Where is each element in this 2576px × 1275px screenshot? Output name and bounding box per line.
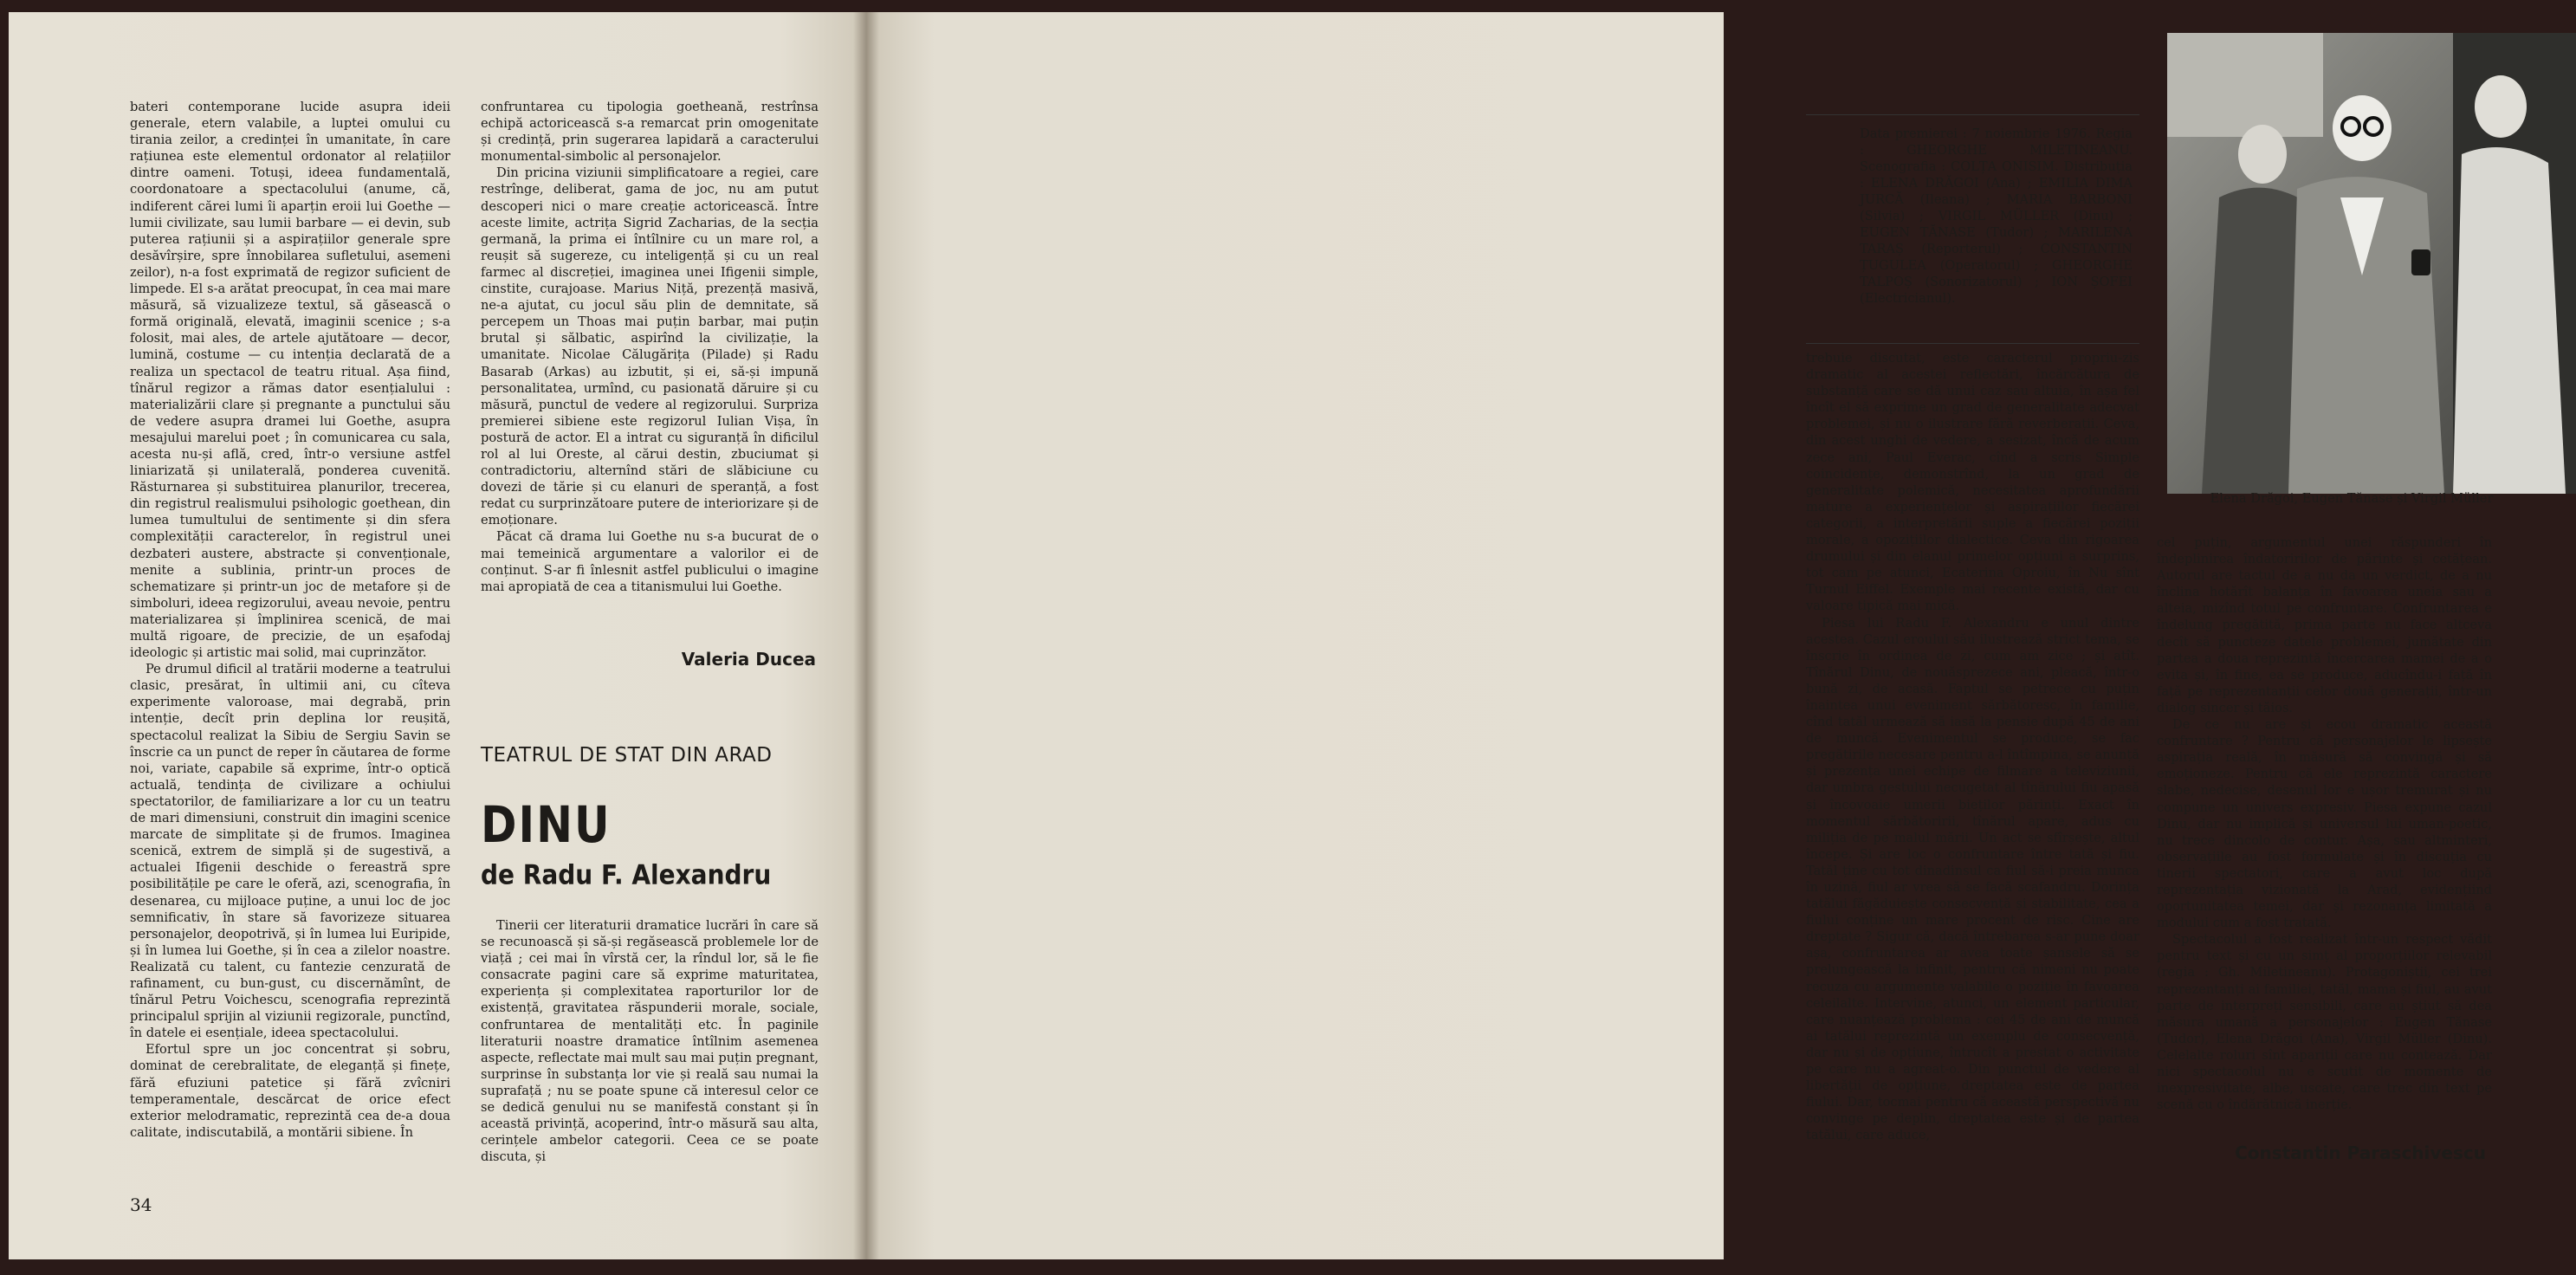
paragraph: bateri contemporane lucide asupra ideii generale, etern valabile, a luptei omului cu tirania zeilor, a credinței în umanitate, în care rațiunea este elementul ordonator al relațiilor dintre oameni. Totuși, ideea fundamentală, coordonatoare a spectacolului (anume, că, indiferent cărei lumi îi aparțin eroii lui Goethe — lumii civilizate, sau lumii barbare — ei devin, sub puterea rațiunii și a aspirațiilor generale spre desăvîrșire, spre înnobilarea sufletului, asemeni zeilor), n-a fost exprimată de regizor suficient de limpede. El s-a arătat preocupat, în cea mai mare măsură, să vizualizeze textul, să găsească o formă originală, elevată, imaginii scenice ; s-a folosit, mai ales, de artele ajutătoare — decor, lumină, costume — cu intenția declarată de a realiza un spectacol de teatru ritual. Așa fiind, tînărul regizor a rămas dator esențialului : materializării clare și pregnante a punctului său de vedere asupra dramei lui Goethe, asupra mesajului marelui poet ; în comunicarea cu sala, acesta nu-și află, cred, într-o versiune astfel liniarizată și unilaterală, ponderea cuvenită. Răsturnarea și substituirea planurilor, trecerea, din registrul realismului psihologic goethean, din lumea tumultului de sentimente și din sfera complexității caracterelor, în registrul unei dezbateri austere, abstracte și convenționale, menite a sublinia, printr-un proces de schematizare și printr-un joc de metafore și de simboluri, ideea regizorului, aveau nevoie, pentru materializarea și împlinirea scenică, de mai multă rigoare, de precizie, de un eșafodaj ideologic și artistic mai solid, mai cuprinzător. <box>130 100 450 661</box>
article-start-column <box>481 917 819 1165</box>
credits-box <box>1806 114 2139 344</box>
paragraph: Piesa lui Radu F. Alexandru e unul dintre acestea. Cazul eroului său ilustrează strict tema, se înscrie în ordinea de zi, cum am zice ; și atît. Tînărul Dinu, de nouăsprezece ani, pleacă, într-o bună zi, de acasă. Faptul se petrece cu puțin înaintea unui eveniment sărbătoresc, în familie, cînd tatăl urmează să iasă la pensie după 45 de ani de muncă. Evenimentul se produce, se fac pregătirile necesare pentru a-l întîmpina, se anunță și prezența unei echipe de filmare a televiziunii, dar umbra gestului necugetat al tînărului fiu apasă și încovoaie umerii bieților părinți. Exact în momentul sărbătoririi, tînărul apare, adus cu miliția de pe malul mării. Un act se sfîrșește, altul începe. Și are loc o confruntare între tată și fiu. Tatăl ține cu tot dinadinsul ca fiul să-i preia munca în uzină, fiul ar vrea să se facă scafandru. Dorința tatălui făgăduiește consecvență și stabilitate, cea a fiului conține un mare procent de risc. Cine are dreptate ? Sigur că, dacă întrebarea s-ar pune doar așa, confruntarea ar avea toate șansele să se prelungească la infinit, pentru că nimeni nu poate recuza cu argumente valabile o poziție în favoarea celeilalte. Intervine, atunci, un element particular, care nuanțează problema : cei 45 de ani de muncă ai tatălui reprezintă un exemplu de consecvență, dar nu și de opțiune, întrucît a prestat o activitate pe care nu a agreat-o. Din punctul de vedere al libertății de opțiune, dreptatea este de partea fiului. Dar, tocmai pentru că această perspectivă nu convinge pe deplin, dreptatea este și de partea tatălui, care aduce, <box>1806 615 2139 1143</box>
paragraph: cel puțin, argumentul unei răspunderi în îndeplinirea îndatoririlor de părinte și cetățean. Autorul are tactul de a nu da un verdict, de a nu înclina hotărît balanța în favoarea uneia sau a alteia, mizînd totul pe confruntare. Confruntarea e îndelung pregătită, prima parte nu face altceva decît să puncteze datele problemei, jumătate din partea a doua reprezintă încercarea mamei de a o evita și, în fine, ea se produce, aducîndu-i față în față pe reprezentanții celor două generații, într-un dialog sincer și tăios. <box>2157 535 2492 715</box>
paragraph: Păcat că drama lui Goethe nu s-a bucurat de o mai temeinică argumentare a valorilor ei de conținut. S-ar fi înlesnit astfel publicului o imagine mai apropiată de cea a titanismului lui Goethe. <box>481 529 819 594</box>
paragraph: trebuie discutat, este caracterul propriu-zis dramatic al acestei reflectări, încărcătura de substanță care se dă unui caz sau altuia, în așa fel încît el să exprime un grad de generalitate adecvat problemei, și nu o ilustrare fără reverberații. Ceva, din acest unghi de vedere, a sesizat, încă de acum zece ani, Paul Everac, cînd a scris Simple coincidențe, demonstrînd, la un grad de generalitate polemică, necesitatea aprofundării mature a experiențelor și aspirațiilor fiecărei categorii, a interpretării suple a fiecărei poziții morale, a opozițiilor dialectice. Ceva din rigoarea drumului și din elanul primelor opțiuni a surprins, tot cam pe atunci, Ecaterina Oproiu, în Nu sînt Turnul Eiffel. Exemple mai recente există, dar cu valoare tipică mai mică. <box>1806 351 2139 614</box>
review-signature-2: Constantin Paraschivescu <box>2235 1142 2486 1163</box>
play-author: de Radu F. Alexandru <box>481 859 772 891</box>
column-2 <box>481 99 819 595</box>
paragraph: Spectacolul a fost realizat într-un respect vădit pentru text și cu un simț al proporțiilor relevabil (regia : Gh. Miletineanu). Protagoniștii, cei trei reprezentanți ai familiei, tatăl, mama și fiul, au avut parte de interpreți sensibili, care au știut să dea măsura umană a personajelor : Eugen Tănase (Tudor), Elena Drăgoi (Ana), Virgil Müller (Dinu). Celelalte roluri sînt apariții care nu contează. Dar nici spectacolul nu e scutit de momente de inexpresivitate, albe, uscate, care trec din text pe scenă cu o îndărătnică inerție. <box>2157 932 2492 1113</box>
photo-caption: Elena Drăgoi, Eugen Tănase și Virgil Müller <box>2210 491 2494 506</box>
left-page <box>9 12 866 1259</box>
theatre-heading: TEATRUL DE STAT DIN ARAD <box>481 744 773 767</box>
paragraph: Tinerii cer literaturii dramatice lucrări în care să se recunoască și să-și regăsească problemele lor de viață ; cei mai în vîrstă cer, la rîndul lor, să le fie consacrate pagini care să exprime maturitatea, experiența și complexitatea raporturilor lor de existență, gravitatea răspunderii morale, sociale, confruntarea de mentalități etc. În paginile literaturii noastre dramatice întîlnim asemenea aspecte, reflectate mai mult sau mai puțin pregnant, surprinse în substanța lor vie și reală sau numai la suprafață ; nu se poate spune că interesul celor ce se dedică genului nu se manifestă constant și în această privință, acoperind, într-o măsură sau alta, cerințele ambelor categorii. Ceea ce se poate discuta, și <box>481 918 819 1165</box>
binding-gutter <box>853 12 879 1259</box>
page-number: 34 <box>130 1194 152 1215</box>
paragraph: Efortul spre un joc concentrat și sobru, dominat de cerebralitate, de eleganță și finețe, fără efuziuni patetice și fără zvîcniri temperamentale, descărcat de orice efect exterior melodramatic, reprezintă cea de-a doua calitate, indiscutabilă, a montării sibiene. În <box>130 1042 450 1140</box>
production-photo-image <box>2167 33 2576 494</box>
credits-text: Data premierei : 7 noiembrie 1976. Regia : GHEORGHE MILETINEANU. Scenografia : COLȚA ONISIM. Distribuția : ELENA DRĂGOI (Ana) ; EMILIA DIMA JURCĂ (Ileana) ; MARIA BARBONI (Silvia) ; VIRGIL MÜLLER (Dinu) ; EUGEN TĂNASE (Tudor) ; MARILENA TARAȘ (Reporterul) ; CONSTANTIN ȚUGULEA (Operatorul) ; GHEORGHE TALPOȘ (Sonorizatorul) ; ION ȘOFEI (Electricianul). <box>1860 126 2133 306</box>
column-1 <box>130 99 450 1141</box>
column-4 <box>2157 534 2492 1113</box>
play-title: DINU <box>481 796 612 854</box>
paragraph: De ce nu are și ecou dramatic această confruntare ? Pentru că personajelor le lipsește aspirația reală, în măsură să convingă și să emoționeze. Pentru că ele reprezintă caractere slabe, nedecise, desenul lor e ușor tremurat și nu compune un univers expresiv. Piesa expune cazul Dinu, dar nu implică și universul lui uman-poetic, nu trece dincolo de contur. Așa, sau altminteri, observațiile au fost formulate și în discuția cu tinerii spectatori, care a avut loc după reprezentația vizionată la Arad, evidențiind oportunitatea temei, dar și rezonanța limitată a modului cum a fost tratată. <box>2157 717 2492 931</box>
paragraph: confruntarea cu tipologia goetheană, restrînsa echipă actoricească s-a remarcat prin omogenitate și credință, prin sugerarea lapidară a caracterului monumental-simbolic al personajelor. <box>481 100 819 165</box>
review-signature-1: Valeria Ducea <box>681 649 816 670</box>
right-page <box>866 12 2494 1259</box>
paragraph: Pe drumul dificil al tratării moderne a teatrului clasic, presărat, în ultimii ani, cu cîteva experimente valoroase, mai degrabă, prin intenție, decît prin deplina lor reușită, spectacolul realizat la Sibiu de Sergiu Savin se înscrie ca un punct de reper în căutarea de forme noi, variate, capabile să exprime, într-o optică actuală, tendința de civilizare a ochiului spectatorilor, de familiarizare a lor cu un teatru de mari dimensiuni, construit din imagini scenice marcate de simplitate și de frumos. Imaginea scenică, extrem de simplă și de sugestivă, a actualei Ifigenii deschide o fereastră spre posibilitățile pe care le oferă, azi, scenografia, în desenarea, cu mijloace puține, a unui loc de joc semnificativ, în stare să favorizeze situarea personajelor, deopotrivă, și în lumea lui Euripide, și în lumea lui Goethe, și în cea a zilelor noastre. Realizată cu talent, cu fantezie cenzurată de rafinament, cu bun-gust, cu discernămînt, de tînărul Petru Voichescu, scenografia reprezintă principalul sprijin al viziunii regizorale, punctînd, în datele ei esențiale, ideea spectacolului. <box>130 662 450 1041</box>
column-3 <box>1806 350 2139 1144</box>
paragraph: Din pricina viziunii simplificatoare a regiei, care restrînge, deliberat, gama de joc, nu am putut descoperi nici o mare creație actoricească. Între aceste limite, actrița Sigrid Zacharias, de la secția germană, la prima ei întîlnire cu un mare rol, a reușit să sugereze, cu inteligență și cu un real farmec al discreției, imaginea unei Ifigenii simple, cinstite, curajoase. Marius Niță, prezență masivă, ne-a ajutat, cu jocul său plin de demnitate, să percepem un Thoas mai puțin barbar, mai puțin brutal și sălbatic, aspirînd la civilizație, la umanitate. Nicolae Călugărița (Pilade) și Radu Basarab (Arkas) au izbutit, și ei, să-și impună personalitatea, urmînd, cu pasionată dăruire și cu măsură, punctul de vedere al regizorului. Surpriza premierei sibiene este regizorul Iulian Vișa, în postură de actor. El a intrat cu siguranță în dificilul rol al lui Oreste, al cărui destin, zbuciumat și contradictoriu, alternînd stări de slăbiciune cu dovezi de tărie și cu elanuri de speranță, a fost redat cu surprinzătoare putere de interiorizare și de emoționare. <box>481 165 819 528</box>
production-photo <box>2167 33 2576 494</box>
